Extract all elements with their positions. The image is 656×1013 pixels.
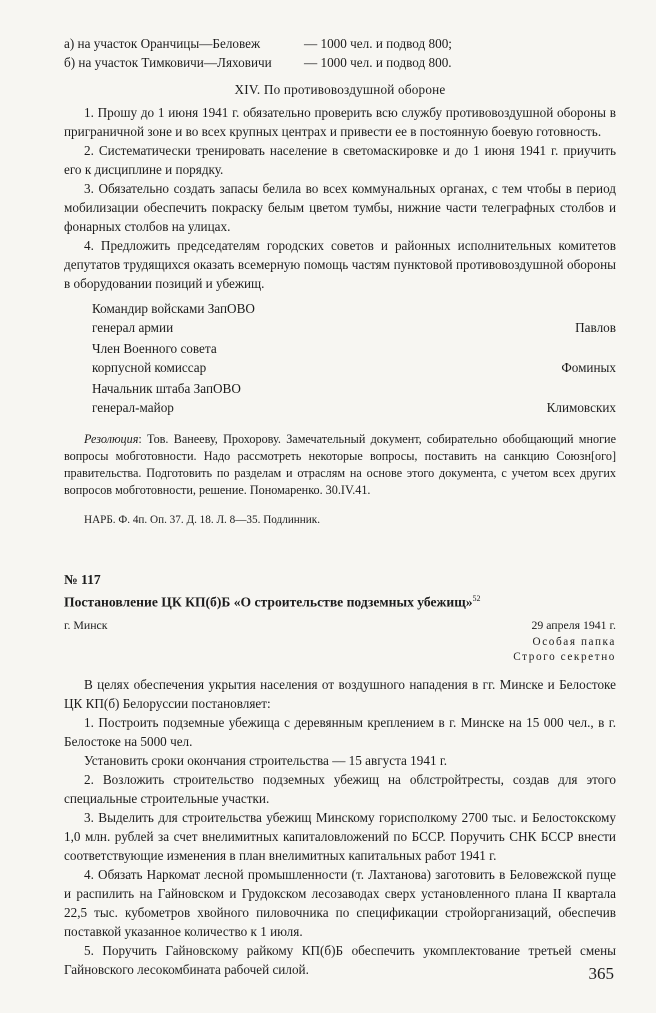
signature-block: [64, 299, 616, 417]
footnote-ref: 52: [472, 594, 481, 604]
allocation-value: — 1000 чел. и подвод 800;: [304, 36, 452, 51]
signature-entry: [92, 379, 616, 417]
page-number: 365: [588, 964, 614, 983]
allocation-item: [64, 53, 616, 72]
document-place: г. Минск: [64, 617, 108, 632]
document-title: [64, 589, 616, 612]
body-paragraph: 3. Выделить для строительства убежищ Минскому горисполкому 2700 тыс. и Белостокскому 1,0 млн. рублей за счет внелимитных капиталовложений по БССР. Поручить СНК БССР внести соответствующие изменения в план внелимитных капитальных работ 1941 г.: [64, 809, 616, 863]
allocation-label: а) на участок Оранчицы—Беловеж: [64, 36, 261, 51]
signature-name: Фоминых: [561, 360, 616, 375]
section-paragraph: 4. Предложить председателям городских советов и районных исполнительных комитетов депутатов трудящихся оказать всемерную помощь частям пунктовой противовоздушной обороны в оборудовании позиций и убежищ.: [64, 238, 616, 291]
body-paragraph: Установить сроки окончания строительства — 15 августа 1941 г.: [84, 752, 448, 768]
archive-reference: НАРБ. Ф. 4п. Оп. 37. Д. 18. Л. 8—35. Подлинник.: [84, 514, 321, 527]
body-paragraph: 2. Возложить строительство подземных убежищ на облстройтресты, создав для этого специальные строительные участки.: [64, 771, 616, 806]
section-paragraph: 1. Прошу до 1 июня 1941 г. обязательно проверить всю службу противовоздушной обороны в приграничной зоне и во всех крупных центрах и привести ее в постоянную боевую готовность.: [64, 105, 616, 139]
signature-entry: [92, 299, 616, 337]
section-title: XIV. По противовоздушной обороне: [234, 82, 446, 97]
document-page: [64, 34, 616, 979]
allocation-value: — 1000 чел. и подвод 800.: [304, 55, 452, 70]
resolution-text: : Тов. Ванееву, Прохорову. Замечательный документ, собирательно обобщающий многие вопросы мобготовности. Надо рассмотреть некоторые вопросы, поставить на санкцию Союзн[ого] правительства. Подготовить по разделам и отраслям на основе этого документа, с учетом всех других вопросов мобготовности, решение. Пономаренко. 30.IV.41.: [64, 432, 616, 497]
signature-position: Начальник штаба ЗапОВО: [92, 381, 241, 396]
document-body: [64, 675, 616, 979]
secrecy-stamp: [64, 635, 616, 665]
body-paragraph: 1. Построить подземные убежища с деревянным креплением в г. Минске на 15 000 чел., в г. Белостоке на 5000 чел.: [64, 714, 616, 749]
body-paragraph: 4. Обязать Наркомат лесной промышленности (т. Лахтанова) заготовить в Беловежской пуще и распилить на Гайновском и Грудокском лесозаводах сверх установленного плана II квартала 22,5 тыс. кубометров хвойного пиловочника по спецификации стройорганизаций, обеспечив поставкой указанное количество к 1 июля.: [64, 866, 616, 939]
signature-entry: [92, 339, 616, 377]
signature-name: Павлов: [575, 320, 616, 335]
signature-rank: генерал-майор: [92, 400, 174, 415]
allocation-label: б) на участок Тимковичи—Ляховичи: [64, 55, 272, 70]
document-date: 29 апреля 1941 г.: [531, 617, 616, 632]
signature-name: Климовских: [546, 400, 616, 415]
resolution-note: [64, 431, 616, 499]
signature-rank: генерал армии: [92, 320, 174, 335]
signature-rank: корпусной комиссар: [92, 360, 207, 375]
allocation-item: [64, 34, 616, 53]
resolution-label: Резолюция: [84, 432, 139, 446]
allocation-list: [64, 34, 616, 72]
signature-position: Член Военного совета: [92, 341, 217, 356]
stamp-top-secret: Строго секретно: [513, 650, 616, 663]
document-title-text: Постановление ЦК КП(б)Б «О строительстве подземных убежищ»: [64, 594, 473, 610]
section-paragraph: 3. Обязательно создать запасы белила во всех коммунальных органах, с тем чтобы в период мобилизации обеспечить покраску белым цветом тумбы, нижние части телеграфных столбов и фонарных столбов на улицах.: [64, 181, 616, 234]
document-meta: [64, 616, 616, 635]
document-number: № 117: [64, 572, 101, 588]
body-paragraph: В целях обеспечения укрытия населения от воздушного нападения в гг. Минске и Белостоке ЦК КП(б) Белоруссии постановляет:: [64, 676, 616, 711]
body-paragraph: 5. Поручить Гайновскому райкому КП(б)Б обеспечить укомплектование третьей смены Гайновского лесокомбината рабочей силой.: [64, 942, 616, 977]
stamp-special-folder: Особая папка: [532, 635, 616, 648]
signature-position: Командир войсками ЗапОВО: [92, 301, 255, 316]
section-paragraph: 2. Систематически тренировать население в светомаскировке и до 1 июня 1941 г. приучить его к дисциплине и порядку.: [64, 143, 616, 177]
